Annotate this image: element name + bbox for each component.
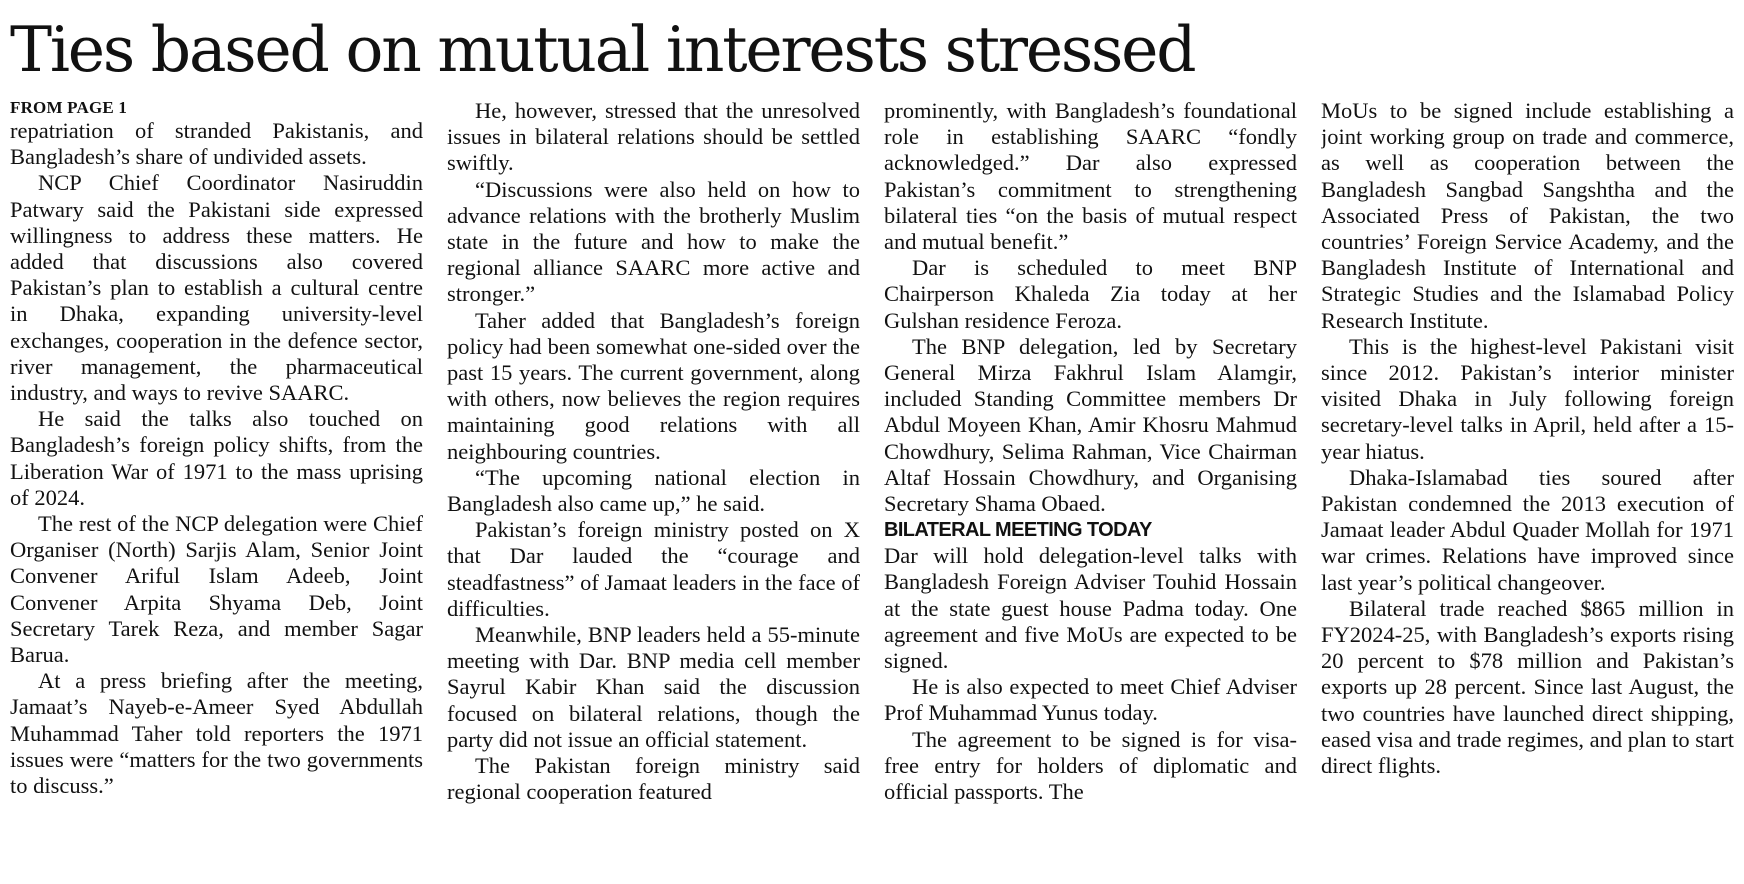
paragraph: Bilateral trade reached $865 million in FY2024-25, with Bangladesh’s exports rising 20 percent to $78 million and Pakistan’s exports up 28 percent. Since last August, the two countries have launched direct shipping, eased visa and trade regimes, and plan to start direct flights.	[1321, 595, 1734, 779]
paragraph: The BNP delegation, led by Secretary General Mirza Fakhrul Islam Alamgir, included Standing Committee members Dr Abdul Moyeen Khan, Amir Khosru Mahmud Chowdhury, Selima Rahman, Vice Chairman Altaf Hossain Chowdhury, and Organising Secretary Shama Obaed.	[884, 333, 1297, 517]
paragraph: “The upcoming national election in Bangladesh also came up,” he said.	[447, 464, 860, 517]
paragraph: repatriation of stranded Pakistanis, and Bangladesh’s share of undivided assets.	[10, 118, 423, 170]
headline: Ties based on mutual interests stressed	[10, 13, 1195, 86]
paragraph: At a press briefing after the meeting, Jamaat’s Nayeb-e-Ameer Syed Abdullah Muhammad Taher told reporters the 1971 issues were “matters for the two governments to discuss.”	[10, 668, 423, 799]
paragraph: Dar will hold delegation-level talks with Bangladesh Foreign Adviser Touhid Hossain at the state guest house Padma today. One agreement and five MoUs are expected to be signed.	[884, 543, 1297, 674]
paragraph: He said the talks also touched on Bangladesh’s foreign policy shifts, from the Liberation War of 1971 to the mass uprising of 2024.	[10, 406, 423, 510]
paragraph: “Discussions were also held on how to advance relations with the brotherly Muslim state in the future and how to make the regional alliance SAARC more active and stronger.”	[447, 176, 860, 307]
paragraph: NCP Chief Coordinator Nasiruddin Patwary said the Pakistani side expressed willingness to address these matters. He added that discussions also covered Pakistan’s plan to establish a cultural centre in Dhaka, expanding university-level exchanges, cooperation in the defence sector, river management, the pharmaceutical industry, and ways to revive SAARC.	[10, 170, 423, 406]
paragraph: The agreement to be signed is for visa-free entry for holders of diplomatic and official passports. The	[884, 726, 1297, 805]
paragraph: The rest of the NCP delegation were Chief Organiser (North) Sarjis Alam, Senior Joint Convener Ariful Islam Adeeb, Joint Convener Arpita Shyama Deb, Joint Secretary Tarek Reza, and member Sagar Barua.	[10, 511, 423, 668]
paragraph: prominently, with Bangladesh’s foundational role in establishing SAARC “fondly acknowledged.” Dar also expressed Pakistan’s commitment to strengthening bilateral ties “on the basis of mutual respect and mutual benefit.”	[884, 98, 1297, 255]
column-1	[10, 98, 423, 882]
article-body	[10, 98, 1734, 882]
paragraph: Taher added that Bangladesh’s foreign policy had been somewhat one-sided over the past 15 years. The current government, along with others, now believes the region requires maintaining good relations with all neighbouring countries.	[447, 307, 860, 464]
column-3	[884, 98, 1297, 882]
paragraph: He, however, stressed that the unresolved issues in bilateral relations should be settled swiftly.	[447, 98, 860, 176]
section-subhead: BILATERAL MEETING TODAY	[884, 519, 1152, 542]
paragraph: The Pakistan foreign ministry said regional cooperation featured	[447, 753, 860, 805]
paragraph: Dar is scheduled to meet BNP Chairperson Khaleda Zia today at her Gulshan residence Feroza.	[884, 255, 1297, 333]
paragraph: Meanwhile, BNP leaders held a 55-minute meeting with Dar. BNP media cell member Sayrul Kabir Khan said the discussion focused on bilateral relations, though the party did not issue an official statement.	[447, 622, 860, 752]
paragraph: He is also expected to meet Chief Adviser Prof Muhammad Yunus today.	[884, 674, 1297, 726]
paragraph: MoUs to be signed include establishing a joint working group on trade and commerce, as well as cooperation between the Bangladesh Sangbad Sangshtha and the Associated Press of Pakistan, the two countries’ Foreign Service Academy, and the Bangladesh Institute of International and Strategic Studies and the Islamabad Policy Research Institute.	[1321, 98, 1734, 333]
column-4	[1321, 98, 1734, 882]
jump-line: FROM PAGE 1	[10, 98, 128, 117]
paragraph: This is the highest-level Pakistani visit since 2012. Pakistan’s interior minister visited Dhaka in July following foreign secretary-level talks in April, held after a 15-year hiatus.	[1321, 333, 1734, 464]
paragraph: Dhaka-Islamabad ties soured after Pakistan condemned the 2013 execution of Jamaat leader Abdul Quader Mollah for 1971 war crimes. Relations have improved since last year’s political changeover.	[1321, 464, 1734, 595]
column-2	[447, 98, 860, 882]
paragraph: Pakistan’s foreign ministry posted on X that Dar lauded the “courage and steadfastness” of Jamaat leaders in the face of difficulties.	[447, 517, 860, 621]
